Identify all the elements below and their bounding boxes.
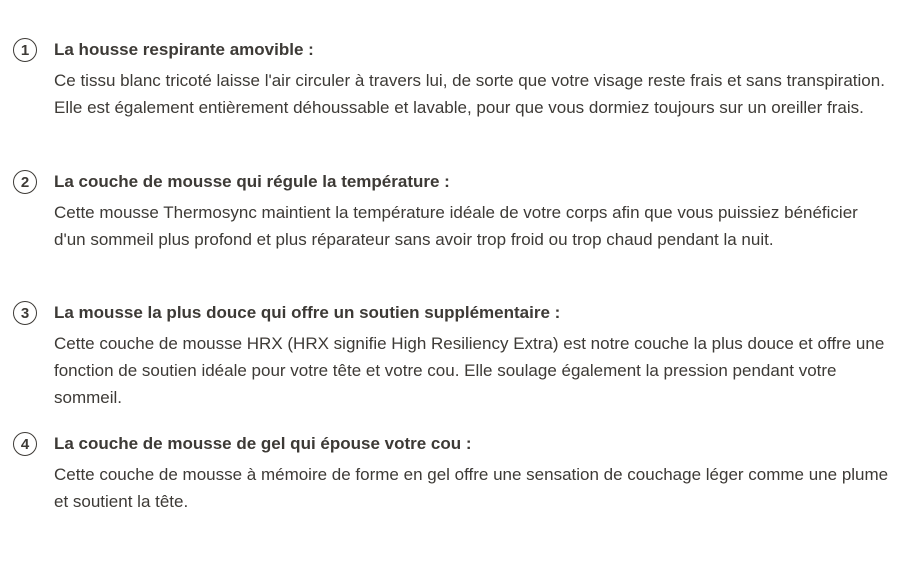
feature-title-1: La housse respirante amovible : — [54, 40, 314, 59]
feature-title-2: La couche de mousse qui régule la température : — [54, 172, 450, 191]
number-badge-2: 2 — [13, 170, 37, 194]
number-badge-1: 1 — [13, 38, 37, 62]
feature-title-3: La mousse la plus douce qui offre un soutien supplémentaire : — [54, 303, 561, 322]
feature-title-4: La couche de mousse de gel qui épouse votre cou : — [54, 434, 472, 453]
feature-text-1: Ce tissu blanc tricoté laisse l'air circuler à travers lui, de sorte que votre visage reste frais et sans transpiration. Elle est également entièrement déhoussable et lavable, pour que vous dormiez toujours sur un oreiller frais. — [54, 71, 885, 118]
number-badge-3: 3 — [13, 301, 37, 325]
feature-text-3: Cette couche de mousse HRX (HRX signifie High Resiliency Extra) est notre couche la plus douce et offre une fonction de soutien idéale pour votre tête et votre cou. Elle soulage également la pression pendant votre sommeil. — [54, 334, 885, 408]
feature-text-2: Cette mousse Thermosync maintient la température idéale de votre corps afin que vous puissiez bénéficier d'un sommeil plus profond et plus réparateur sans avoir trop froid ou trop chaud pendant la nuit. — [54, 203, 858, 250]
number-badge-4: 4 — [13, 432, 37, 456]
feature-text-4: Cette couche de mousse à mémoire de forme en gel offre une sensation de couchage léger comme une plume et soutient la tête. — [54, 465, 889, 512]
